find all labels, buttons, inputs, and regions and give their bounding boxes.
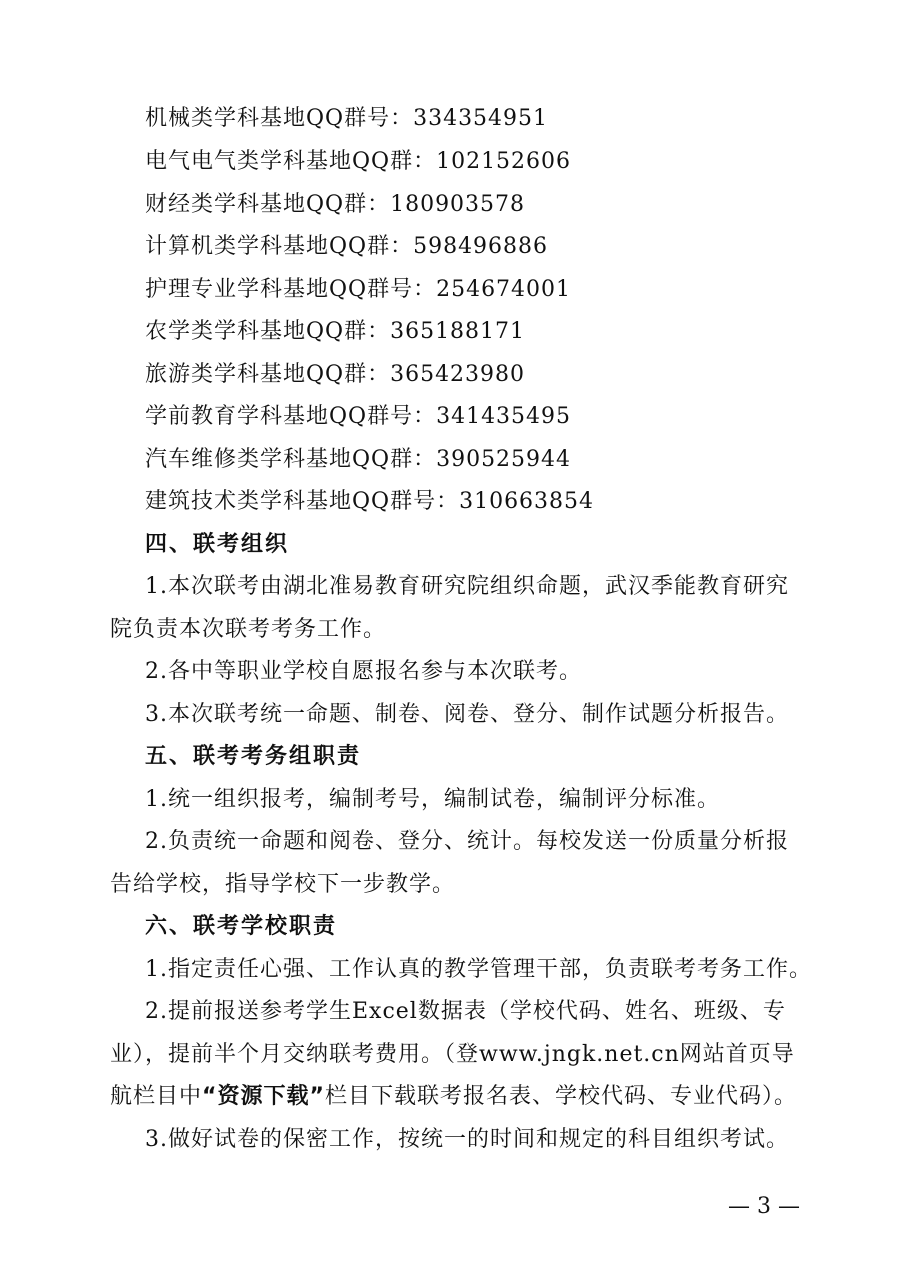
qq-group-agriculture: 农学类学科基地QQ群：365188171 — [145, 319, 526, 344]
section-heading-organization: 四、联考组织 — [145, 532, 290, 557]
section4-paragraph-1-line-2: 院负责本次联考考务工作。 — [110, 617, 387, 642]
qq-group-tourism: 旅游类学科基地QQ群：365423980 — [145, 362, 526, 387]
qq-group-construction: 建筑技术类学科基地QQ群号：310663854 — [145, 489, 595, 514]
section4-paragraph-3: 3.本次联考统一命题、制卷、阅卷、登分、制作试题分析报告。 — [145, 702, 789, 727]
section5-paragraph-1: 1.统一组织报考，编制考号，编制试卷，编制评分标准。 — [145, 787, 720, 812]
qq-group-nursing: 护理专业学科基地QQ群号：254674001 — [145, 277, 572, 302]
section5-paragraph-2-line-1: 2.负责统一命题和阅卷、登分、统计。每校发送一份质量分析报 — [145, 829, 789, 854]
qq-group-preschool: 学前教育学科基地QQ群号：341435495 — [145, 404, 572, 429]
qq-group-auto-repair: 汽车维修类学科基地QQ群：390525944 — [145, 447, 572, 472]
qq-group-mechanical: 机械类学科基地QQ群号：334354951 — [145, 106, 549, 131]
section4-paragraph-2: 2.各中等职业学校自愿报名参与本次联考。 — [145, 659, 582, 684]
section6-paragraph-2-line-3-start: 航栏目中 — [110, 1084, 203, 1109]
section6-paragraph-2-line-2: 业），提前半个月交纳联考费用。（登www.jngk.net.cn网站首页导 — [110, 1042, 795, 1067]
section6-paragraph-3: 3.做好试卷的保密工作，按统一的时间和规定的科目组织考试。 — [145, 1127, 789, 1152]
qq-group-electrical: 电气电气类学科基地QQ群：102152606 — [145, 149, 572, 174]
qq-group-finance: 财经类学科基地QQ群：180903578 — [145, 192, 526, 217]
section-heading-school-duties: 六、联考学校职责 — [145, 914, 338, 939]
section5-paragraph-2-line-2: 告给学校，指导学校下一步教学。 — [110, 872, 456, 897]
section6-paragraph-2-line-3-end: 栏目下载联考报名表、学校代码、专业代码）。 — [324, 1084, 797, 1109]
section6-paragraph-2-line-3 — [110, 1082, 797, 1112]
section6-paragraph-1: 1.指定责任心强、工作认真的教学管理干部，负责联考考务工作。 — [145, 957, 812, 982]
section6-paragraph-2-line-1: 2.提前报送参考学生Excel数据表（学校代码、姓名、班级、专 — [145, 999, 786, 1024]
resource-download-label: “资源下载” — [202, 1084, 325, 1109]
section-heading-exam-affairs: 五、联考考务组职责 — [145, 744, 362, 769]
page-number: — 3 — — [728, 1194, 800, 1219]
qq-group-computer: 计算机类学科基地QQ群：598496886 — [145, 234, 549, 259]
section4-paragraph-1-line-1: 1.本次联考由湖北准易教育研究院组织命题，武汉季能教育研究 — [145, 574, 789, 599]
